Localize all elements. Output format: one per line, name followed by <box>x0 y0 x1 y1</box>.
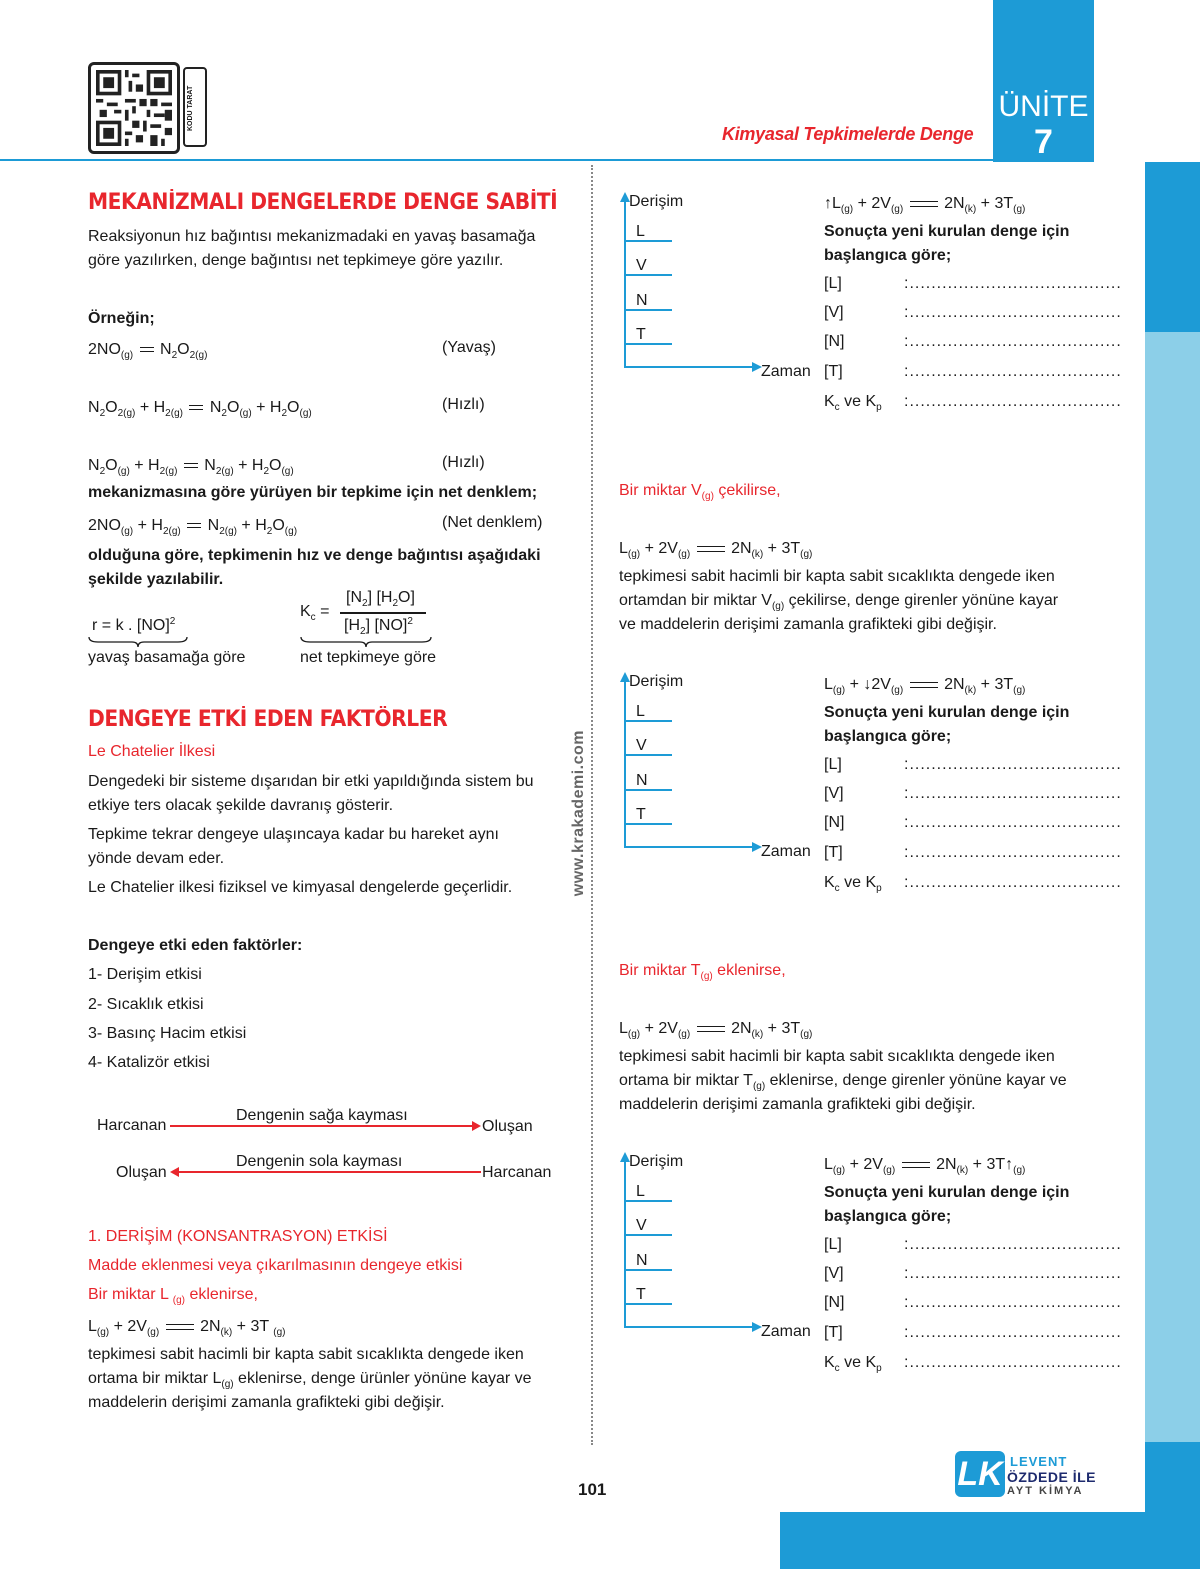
side-band-middle <box>1145 332 1200 1442</box>
factor-item: 4- Katalizör etkisi <box>88 1054 210 1071</box>
net-equation: $2NO_{(g)} + H_{2(g)}$ $N_{2(g)} + H_2O_{(g)}$ <box>88 517 298 537</box>
graph1-result-line1: Sonuçta yeni kurulan denge için <box>824 223 1070 240</box>
graph3-answers <box>824 1234 1122 1384</box>
remove-v-heading: Bir miktar $V_{(g)}$ çekilirse, <box>619 482 781 502</box>
species-line <box>625 754 672 756</box>
conclusion-line2: şekilde yazılabilir. <box>88 571 224 588</box>
species-label: L <box>636 1183 645 1200</box>
answer-row: [T] :....................................... <box>824 1324 1122 1341</box>
species-line <box>625 274 672 276</box>
y-axis-label: Derişim <box>629 193 684 210</box>
qr-tab-label: KODU TARAT <box>187 85 194 131</box>
x-axis <box>624 1326 754 1328</box>
answer-row: [V] :....................................... <box>824 304 1122 321</box>
remove-v-p-line1: tepkimesi sabit hacimli bir kapta sabit sıcaklıkta dengede iken <box>619 568 1055 585</box>
species-line <box>625 1269 672 1271</box>
lc-p2-line2: yönde devam eder. <box>88 850 225 867</box>
answer-row: [N] :....................................... <box>824 333 1122 350</box>
side-band-top <box>1145 162 1200 332</box>
answer-row: [N] :....................................... <box>824 1294 1122 1311</box>
graph3-result-line1: Sonuçta yeni kurulan denge için <box>824 1184 1070 1201</box>
shift-left-left-label: Oluşan <box>116 1164 167 1181</box>
shift-left-arrow <box>179 1171 481 1173</box>
species-line <box>625 240 672 242</box>
shift-right-arrowhead <box>472 1121 481 1131</box>
answer-row: [L] :....................................... <box>824 275 1122 292</box>
graph1-answers <box>824 273 1122 423</box>
concentration-graph-2 <box>620 668 820 868</box>
header-title: Kimyasal Tepkimelerde Denge <box>722 124 974 144</box>
add-t-p-line1: tepkimesi sabit hacimli bir kapta sabit sıcaklıkta dengede iken <box>619 1048 1055 1065</box>
species-line <box>625 823 672 825</box>
kc-numerator: $[N_2]$ $[H_2O]$ <box>346 589 415 609</box>
x-axis-label: Zaman <box>761 363 811 380</box>
unit-number: 7 <box>1034 123 1053 161</box>
graph3-result-line2: başlangıca göre; <box>824 1208 952 1225</box>
species-line <box>625 789 672 791</box>
shift-left-arrowhead <box>170 1167 179 1177</box>
header-rule <box>0 159 995 161</box>
answer-row: [T] :....................................... <box>824 363 1122 380</box>
x-axis-label: Zaman <box>761 843 811 860</box>
factor-item: 2- Sıcaklık etkisi <box>88 996 204 1013</box>
add-l-heading: Bir miktar L $_{(g)}$ eklenirse, <box>88 1286 258 1306</box>
logo-line2: ÖZDEDE İLE <box>1007 1469 1097 1485</box>
add-t-heading: Bir miktar $T_{(g)}$ eklenirse, <box>619 962 786 982</box>
answer-row: [T] :....................................... <box>824 844 1122 861</box>
lc-p1-line1: Dengedeki bir sisteme dışarıdan bir etki yapıldığında sistem bu <box>88 773 534 790</box>
species-line <box>625 309 672 311</box>
example-label: Örneğin; <box>88 310 155 327</box>
graph1-equation: $↑L_{(g)} + 2V_{(g)}$ $2N_{(k)} + 3T_{(g)}$ <box>824 195 1026 215</box>
intro-line1: Reaksiyonun hız bağıntısı mekanizmadaki en yavaş basamağa <box>88 228 536 245</box>
lc-p1-line2: etkiye ters olacak şekilde davranış gösterir. <box>88 797 394 814</box>
x-axis <box>624 366 754 368</box>
answer-row: [V] :....................................... <box>824 785 1122 802</box>
qr-code-icon[interactable] <box>96 70 172 146</box>
species-line <box>625 1303 672 1305</box>
species-label: L <box>636 223 645 240</box>
le-chatelier-title: Le Chatelier İlkesi <box>88 743 216 760</box>
species-label: L <box>636 703 645 720</box>
graph2-result-line1: Sonuçta yeni kurulan denge için <box>824 704 1070 721</box>
species-label: V <box>636 1217 647 1234</box>
add-t-p-line3: maddelerin derişimi zamanla grafikteki gibi değişir. <box>619 1096 976 1113</box>
species-label: T <box>636 1286 646 1303</box>
answer-row-kc: $K_c$ ve $K_p$ :....................................... <box>824 874 1122 894</box>
step1-tag: (Yavaş) <box>442 339 496 356</box>
mechanism-step2: $N_2O_{2(g)} + H_{2(g)}$ $N_2O_{(g)} + H_2O_{(g)}$ <box>88 399 312 419</box>
y-axis-label: Derişim <box>629 673 684 690</box>
kc-caption: net tepkimeye göre <box>300 649 437 666</box>
graph1-result-line2: başlangıca göre; <box>824 247 952 264</box>
remove-v-p-line3: ve maddelerin derişimi zamanla grafikteki gibi değişir. <box>619 616 997 633</box>
x-axis <box>624 846 754 848</box>
concentration-graph-1 <box>620 188 820 388</box>
shift-left-label: Dengenin sola kayması <box>236 1153 403 1170</box>
x-axis-label: Zaman <box>761 1323 811 1340</box>
section2-title: DENGEYE ETKİ EDEN FAKTÖRLER <box>88 707 448 732</box>
answer-row: [V] :....................................... <box>824 1265 1122 1282</box>
species-label: N <box>636 1252 648 1269</box>
add-t-equation: $L_{(g)} + 2V_{(g)}$ $2N_{(k)} + 3T_{(g)}$ <box>619 1020 813 1040</box>
step3-tag: (Hızlı) <box>442 454 485 471</box>
net-tag: (Net denklem) <box>442 514 543 531</box>
add-l-p-line2: ortama bir miktar $L_{(g)}$ eklenirse, denge ürünler yönüne kayar ve <box>88 1370 532 1390</box>
answer-row: [L] :....................................... <box>824 1236 1122 1253</box>
add-l-p-line3: maddelerin derişimi zamanla grafikteki gibi değişir. <box>88 1394 445 1411</box>
concentration-subtitle: Madde eklenmesi veya çıkarılmasının dengeye etkisi <box>88 1257 463 1274</box>
net-intro: mekanizmasına göre yürüyen bir tepkime için net denklem; <box>88 484 538 501</box>
species-label: T <box>636 326 646 343</box>
mechanism-step3: $N_2O_{(g)} + H_{2(g)}$ $N_{2(g)} + H_2O_{(g)}$ <box>88 457 294 477</box>
species-label: N <box>636 292 648 309</box>
species-line <box>625 720 672 722</box>
species-line <box>625 343 672 345</box>
graph2-answers <box>824 754 1122 904</box>
answer-row-kc: $K_c$ ve $K_p$ :....................................... <box>824 393 1122 413</box>
species-label: N <box>636 772 648 789</box>
rate-expression: r = k . [NO]$^2$ <box>92 616 176 634</box>
factor-item: 1- Derişim etkisi <box>88 966 202 983</box>
lc-p2-line1: Tepkime tekrar dengeye ulaşıncaya kadar bu hareket aynı <box>88 826 499 843</box>
logo-line3: AYT KİMYA <box>1007 1485 1084 1497</box>
shift-right-left-label: Harcanan <box>97 1117 167 1134</box>
answer-row: [N] :....................................... <box>824 814 1122 831</box>
step2-tag: (Hızlı) <box>442 396 485 413</box>
answer-row: [L] :....................................... <box>824 756 1122 773</box>
graph2-result-line2: başlangıca göre; <box>824 728 952 745</box>
conclusion-line1: olduğuna göre, tepkimenin hız ve denge bağıntısı aşağıdaki <box>88 547 541 564</box>
concentration-title: 1. DERİŞİM (KONSANTRASYON) ETKİSİ <box>88 1228 388 1245</box>
shift-right-right-label: Oluşan <box>482 1118 533 1135</box>
y-axis-label: Derişim <box>629 1153 684 1170</box>
graph2-equation: $L_{(g)}$ + $↓2V_{(g)}$ $2N_{(k)} + 3T_{(g)}$ <box>824 676 1026 696</box>
watermark: www.krakademi.com <box>570 730 587 897</box>
species-label: V <box>636 737 647 754</box>
shift-right-label: Dengenin sağa kayması <box>236 1107 408 1124</box>
species-line <box>625 1234 672 1236</box>
logo-letters: LK <box>957 1455 1003 1493</box>
intro-line2: göre yazılırken, denge bağıntısı net tepkimeye göre yazılır. <box>88 252 504 269</box>
factor-item: 3- Basınç Hacim etkisi <box>88 1025 247 1042</box>
answer-row-kc: $K_c$ ve $K_p$ :....................................... <box>824 1354 1122 1374</box>
mechanism-step1: $2NO_{(g)}$ $N_2O_{2(g)}$ <box>88 341 208 361</box>
add-t-p-line2: ortama bir miktar $T_{(g)}$ eklenirse, denge girenler yönüne kayar ve <box>619 1072 1067 1092</box>
page-number: 101 <box>578 1480 607 1499</box>
species-label: T <box>636 806 646 823</box>
shift-left-right-label: Harcanan <box>482 1164 552 1181</box>
remove-v-equation: $L_{(g)} + 2V_{(g)}$ $2N_{(k)} + 3T_{(g)}$ <box>619 540 813 560</box>
concentration-graph-3 <box>620 1148 820 1348</box>
column-divider <box>591 165 593 1445</box>
shift-right-arrow <box>170 1125 472 1127</box>
section1-title: MEKANİZMALI DENGELERDE DENGE SABİTİ <box>88 190 558 215</box>
kc-denominator: $[H_2]$ [NO]$^2$ <box>344 616 413 637</box>
unit-badge <box>993 0 1094 162</box>
species-line <box>625 1200 672 1202</box>
kc-symbol: $K_c$ = <box>300 603 330 623</box>
rate-caption: yavaş basamağa göre <box>88 649 246 666</box>
factors-title: Dengeye etki eden faktörler: <box>88 937 303 954</box>
remove-v-p-line2: ortamdan bir miktar $V_{(g)}$ çekilirse, denge girenler yönüne kayar <box>619 592 1059 612</box>
species-label: V <box>636 257 647 274</box>
graph3-equation: $L_{(g)} + 2V_{(g)}$ $2N_{(k)}$ + $3T↑_{(g)}$ <box>824 1156 1026 1176</box>
unit-label: ÜNİTE <box>998 90 1089 123</box>
footer-bar <box>780 1512 1200 1569</box>
add-l-equation: $L_{(g)} + 2V_{(g)}$ $2N_{(k)} + 3T$ $_{(g)}$ <box>88 1318 286 1338</box>
logo-line1: LEVENT <box>1010 1454 1068 1469</box>
add-l-p-line1: tepkimesi sabit hacimli bir kapta sabit sıcaklıkta dengede iken <box>88 1346 524 1363</box>
lc-p3: Le Chatelier ilkesi fiziksel ve kimyasal dengelerde geçerlidir. <box>88 879 513 896</box>
